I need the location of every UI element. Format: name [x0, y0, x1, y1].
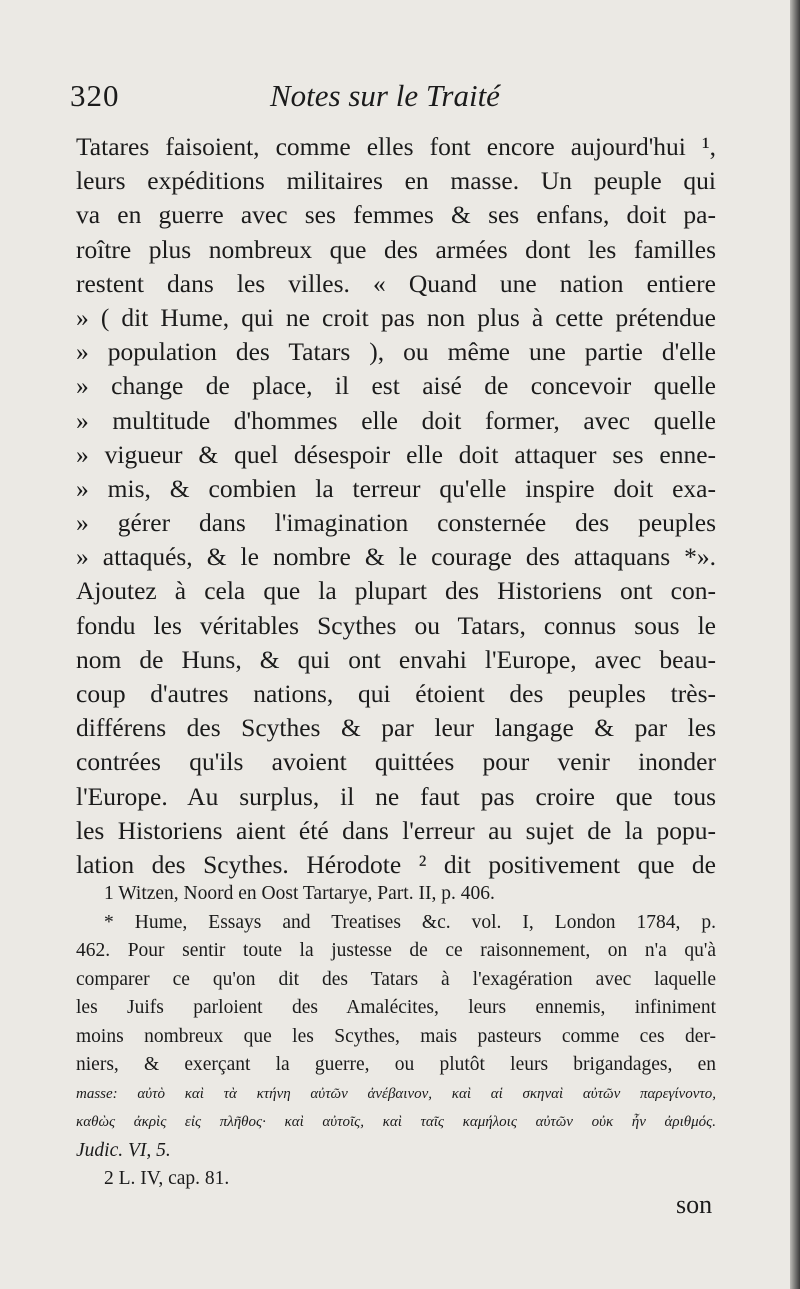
catchword: son	[676, 1190, 713, 1219]
text-line: restent dans les villes. « Quand une nation entiere	[76, 268, 716, 298]
page-edge-shadow	[790, 0, 800, 1289]
text-line: nom de Huns, & qui ont envahi l'Europe, avec beau-	[76, 644, 716, 674]
footnote-line: moins nombreux que les Scythes, mais pasteurs comme ces der-	[76, 1025, 716, 1047]
footnote-line: les Juifs parloient des Amalécites, leurs ennemis, infiniment	[76, 997, 716, 1018]
text-line: Tatares faisoient, comme elles font encore aujourd'hui ¹,	[76, 132, 716, 161]
text-line: contrées qu'ils avoient quittées pour venir inonder	[76, 747, 716, 777]
text-line: » mis, & combien la terreur qu'elle inspire doit exa-	[76, 473, 716, 503]
footnote-line: niers, & exerçant la guerre, ou plutôt leurs brigandages, en	[76, 1054, 716, 1075]
footnote-line-greek: καθὼς ἀκρὶς εἰς πλῆθος· καὶ αὐτοῖς, καὶ ταῖς καμήλοις αὐτῶν οὐκ ἦν ἀριθμός.	[76, 1114, 716, 1130]
text-line: » attaqués, & le nombre & le courage des attaquans *».	[76, 542, 716, 572]
text-line: coup d'autres nations, qui étoient des peuples très-	[76, 679, 716, 708]
text-line: » gérer dans l'imagination consternée des peuples	[76, 508, 716, 538]
page-number: 320	[70, 78, 120, 113]
running-head: Notes sur le Traité	[270, 78, 500, 113]
text-line: » vigueur & quel désespoir elle doit attaquer ses enne-	[76, 439, 716, 469]
text-line: » multitude d'hommes elle doit former, avec quelle	[76, 405, 716, 435]
main-text	[76, 130, 716, 882]
text-line: Ajoutez à cela que la plupart des Historiens ont con-	[76, 576, 716, 606]
text-line: fondu les véritables Scythes ou Tatars, connus sous le	[76, 610, 716, 640]
page-header	[70, 78, 730, 122]
footnote-line: 1 Witzen, Noord en Oost Tartarye, Part. II, p. 406.	[104, 883, 495, 904]
text-line: va en guerre avec ses femmes & ses enfans, doit pa-	[76, 200, 716, 230]
text-line: » population des Tatars ), ou même une partie d'elle	[76, 337, 716, 367]
text-line: différens des Scythes & par leur langage & par les	[76, 713, 716, 743]
footnote-line: 2 L. IV, cap. 81.	[104, 1168, 230, 1189]
text-line: lation des Scythes. Hérodote ² dit positivement que de	[76, 849, 716, 879]
footnote-line: 462. Pour sentir toute la justesse de ce raisonnement, on n'a qu'à	[76, 940, 716, 961]
footnote-line: Judic. VI, 5.	[76, 1139, 171, 1161]
footnote-line-greek: masse: αὐτὸ καὶ τὰ κτήνη αὐτῶν ἀνέβαινον, καὶ αἱ σκηναὶ αὐτῶν παρεγίνοντο,	[76, 1085, 716, 1102]
text-line: leurs expéditions militaires en masse. Un peuple qui	[76, 166, 716, 196]
text-line: roître plus nombreux que des armées dont les familles	[76, 234, 716, 264]
text-line: les Historiens aient été dans l'erreur au sujet de la popu-	[76, 815, 716, 845]
text-line: » change de place, il est aisé de concevoir quelle	[76, 371, 716, 401]
text-line: l'Europe. Au surplus, il ne faut pas croire que tous	[76, 781, 716, 811]
footnote-line: comparer ce qu'on dit des Tatars à l'exagération avec laquelle	[76, 968, 716, 990]
text-line: » ( dit Hume, qui ne croit pas non plus à cette prétendue	[76, 302, 716, 332]
footnote-line: * Hume, Essays and Treatises &c. vol. I, London 1784, p.	[104, 911, 716, 933]
footnotes	[76, 880, 716, 1194]
